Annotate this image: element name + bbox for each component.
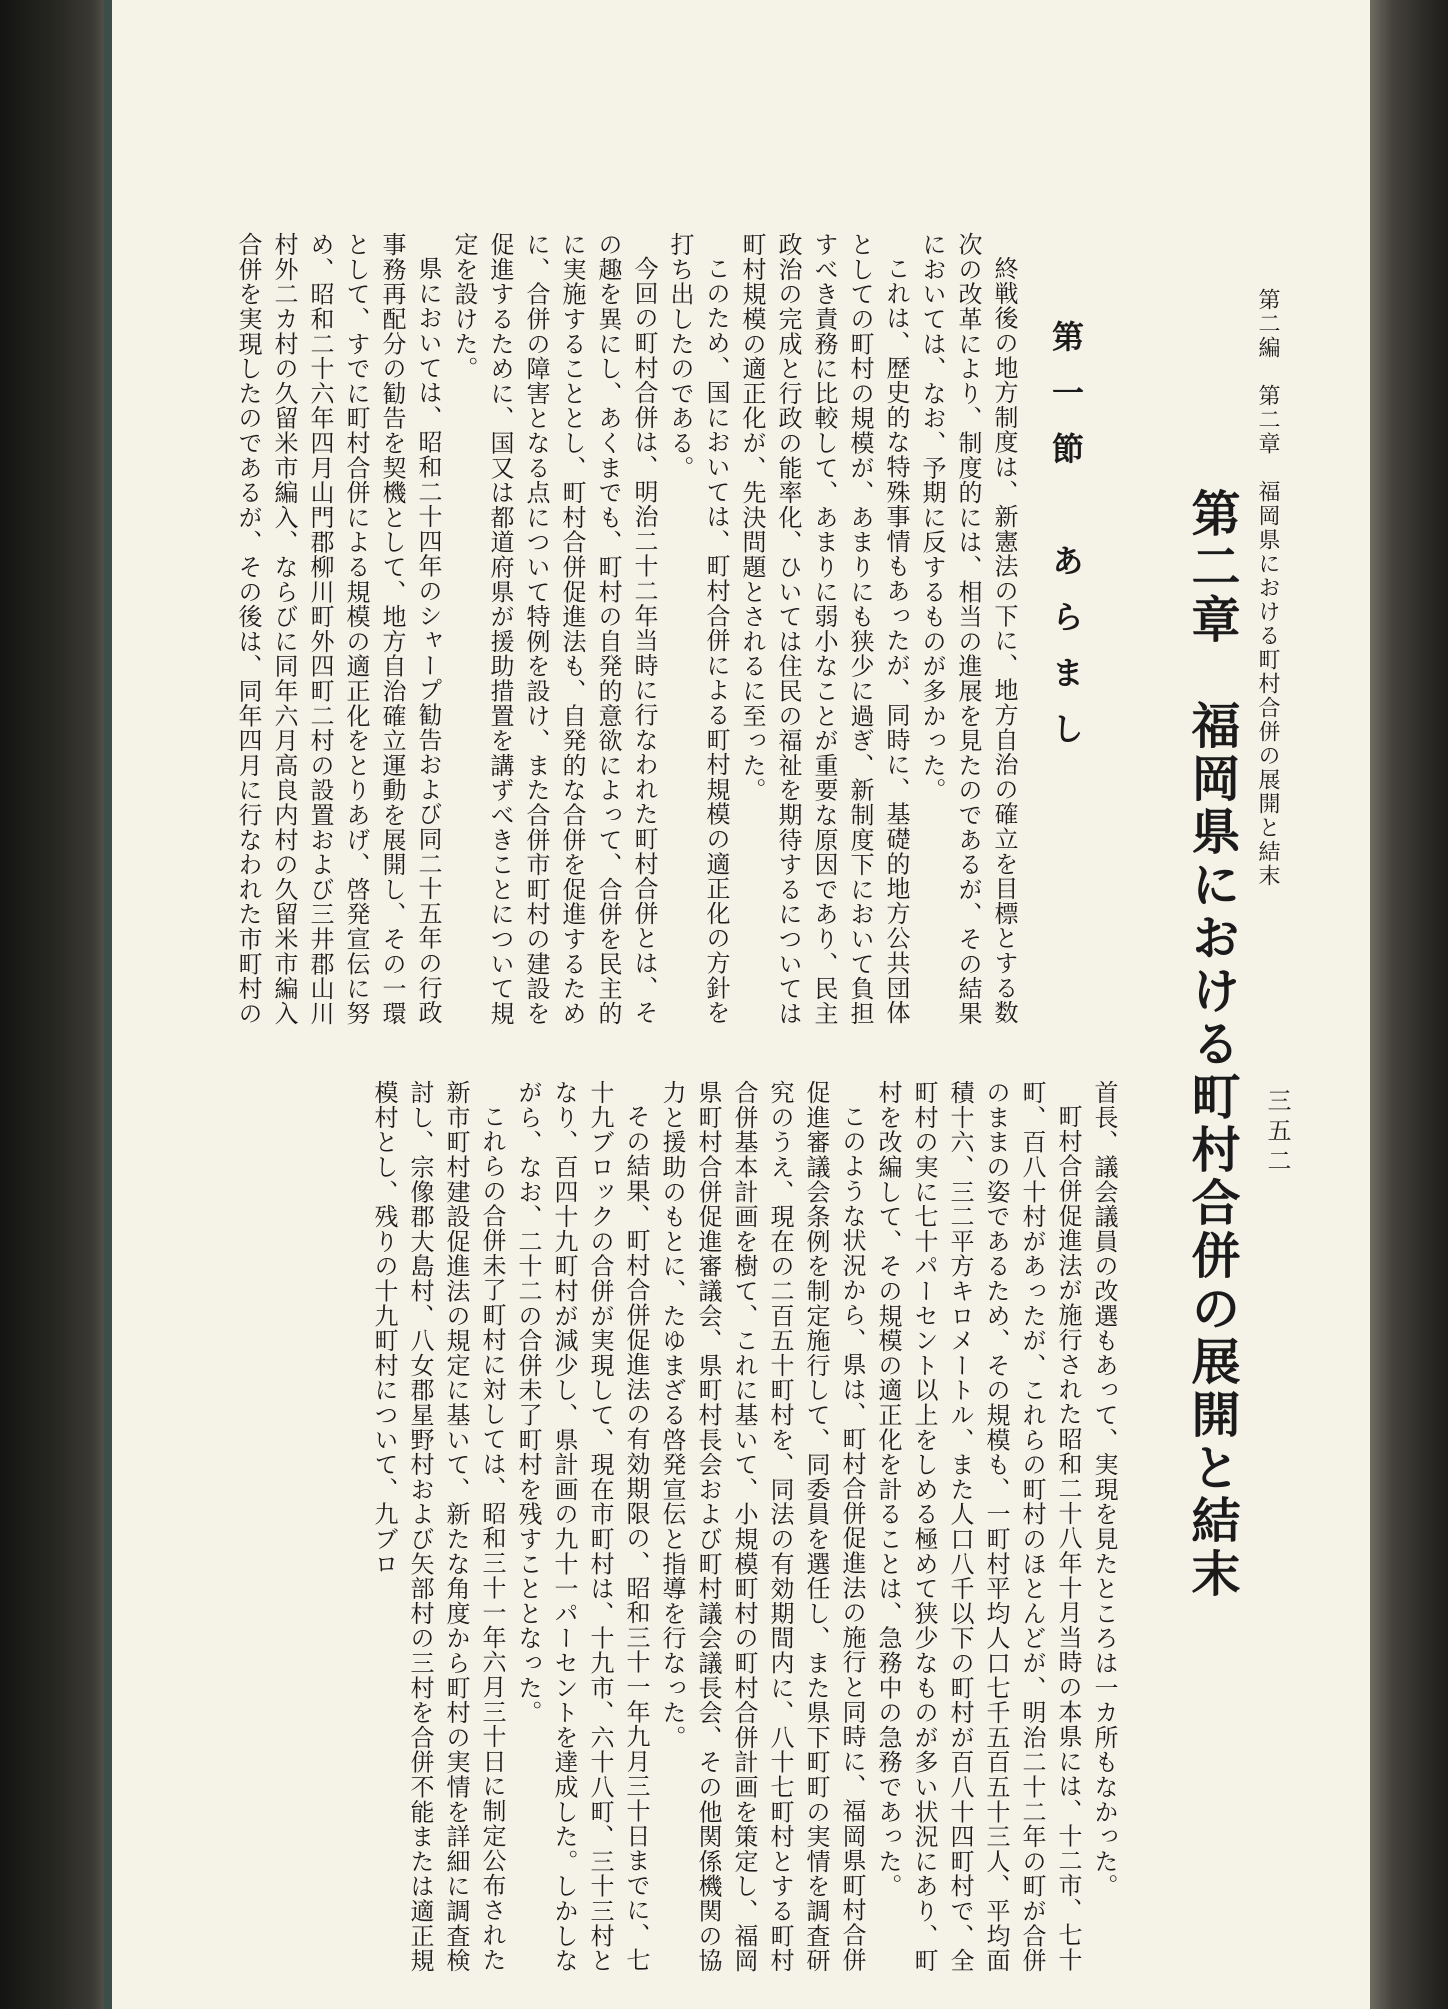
paragraph: その結果、町村合併促進法の有効期限の、昭和三十一年九月三十日までに、七十九ブロックの合併が実現して、現在市町村は、十九市、六十八町、三十三村となり、百四十九町村が減少し、県計画の九十一パーセントを達成した。しかしながら、なお、二十二の合併未了町村を残すこととなった。 (514, 1080, 650, 1973)
paragraph: 終戦後の地方制度は、新憲法の下に、地方自治の確立を目標とする数次の改革により、制度的には、相当の進展を見たのであるが、その結果においては、なお、予期に反するものが多かった。 (918, 232, 1018, 1026)
paragraph: 町村合併促進法が施行された昭和二十八年十月当時の本県には、十二市、七十町、百八十村があったが、これらの町村のほとんどが、明治二十二年の町が合併のままの姿であるため、その規模も、一町村平均人口七千五百五十三人、平均面積十六、三二平方キロメートル、また人口八千以下の町村が百八十四町村で、全町村の実に七十パーセント以上をしめる極めて狭少なものが多い状況にあり、町村を改編して、その規模の適正化を計ることは、急務中の急務であった。 (874, 1080, 1082, 1973)
lower-body-text (142, 1080, 1122, 1988)
book-gutter-shadow (0, 0, 118, 2009)
upper-text-block (142, 232, 1022, 1040)
paragraph: 県においては、昭和二十四年のシャープ勧告および同二十五年の行政事務再配分の勧告を契機として、地方自治確立運動を展開し、その一環として、すでに町村合併による規模の適正化をとりあげ、啓発宣伝に努め、昭和二十六年四月山門郡柳川町外四町二村の設置および三井郡山川村外二カ村の久留米市編入、ならびに同年六月高良内村の久留米市編入合併を実現したのであるが、その後は、同年四月に行なわれた市町村の (234, 232, 442, 1026)
running-head: 第二編 第二章 福岡県における町村合併の展開と結末 (1255, 288, 1280, 888)
upper-body-text (142, 232, 1022, 1040)
paragraph: これは、歴史的な特殊事情もあったが、同時に、基礎的地方公共団体としての町村の規模が、あまりにも狭少に過ぎ、新制度下において負担すべき責務に比較して、あまりに弱小なことが重要な原因であり、民主政治の完成と行政の能率化、ひいては住民の福祉を期待するについては町村規模の適正化が、先決問題とされるに至った。 (738, 232, 910, 1026)
paragraph: 今回の町村合併は、明治二十二年当時に行なわれた町村合併とは、その趣を異にし、あくまでも、町村の自発的意欲によって、合併を民主的に実施することとし、町村合併促進法も、自発的な合併を促進するために、合併の障害となる点について特例を設け、また合併市町村の建設を促進するために、国又は都道府県が援助措置を講ずべきことについて規定を設けた。 (450, 232, 658, 1026)
chapter-title: 第二章 福岡県における町村合併の展開と結末 (1184, 488, 1242, 1601)
paragraph: このため、国においては、町村合併による町村規模の適正化の方針を打ち出したのである。 (666, 232, 730, 1025)
lower-text-block (142, 1080, 1122, 1988)
section-title: 第一節 あらまし (1047, 320, 1085, 768)
page-number: 三五二 (1263, 1088, 1291, 1178)
page-edge-shadow (1370, 0, 1448, 2009)
paragraph: このような状況から、県は、町村合併促進法の施行と同時に、福岡県町村合併促進審議会条例を制定施行して、同委員を選任し、また県下町町の実情を調査研究のうえ、現在の二百五十町村を、同法の有効期間内に、八十七町村とする町村合併基本計画を樹て、これに基いて、小規模町村の町村合併計画を策定し、福岡県町村合併促進審議会、県町村長会および町村議会議長会、その他関係機関の協力と援助のもとに、たゆまざる啓発宣伝と指導を行なった。 (658, 1080, 866, 1973)
paragraph: これらの合併未了町村に対しては、昭和三十一年六月三十日に制定公布された新市町村建設促進法の規定に基いて、新たな角度から町村の実情を詳細に調査検討し、宗像郡大島村、八女郡星野村および矢部村の三村を合併不能または適正規模村とし、残りの十九町村について、九ブロ (370, 1080, 506, 1973)
paragraph-continued: 首長、議会議員の改選もあって、実現を見たところは一カ所もなかった。 (1090, 1080, 1118, 1899)
binding-edge (104, 0, 112, 2009)
